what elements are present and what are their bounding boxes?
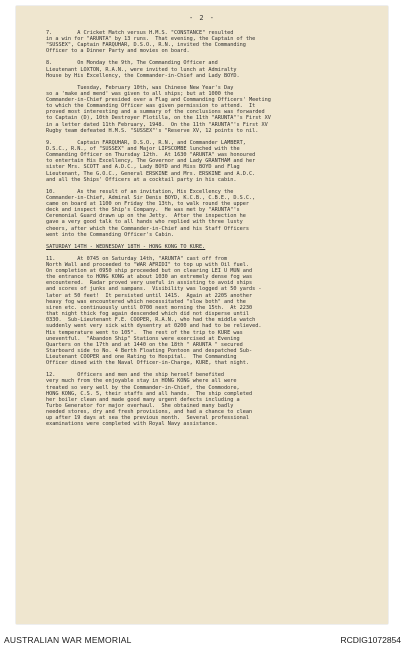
- text-line: in a win for "ARUNTA" by 13 runs. That evening, the Captain of the: [46, 36, 256, 43]
- text-line: so a 'make and mend' was given to all ships; but at 1000 the: [46, 90, 234, 97]
- paragraph: [46, 60, 372, 78]
- text-line: gave a very good talk to all hands who replied with three lusty: [46, 219, 243, 226]
- text-line: Rugby team defeated H.M.S. "SUSSEX"'s "Reserve XV, 12 points to nil.: [46, 127, 259, 134]
- text-line: examinations were completed with Royal Navy assistance.: [46, 421, 218, 428]
- text-line: 9. Captain FARQUHAR, D.S.O., R.N., and Commander LAMBERT,: [46, 139, 246, 146]
- text-line: Officer to a Dinner Party and movies on board.: [46, 48, 190, 55]
- text-line: and scores of junks and sampans. Visibility was logged at 50 yards -: [46, 286, 262, 293]
- text-line: Turbo Generator for major overhaul. She obtained many badly: [46, 403, 234, 410]
- text-line: North Wall and proceeded to "WAR AFRIDI" to top up with Oil fuel.: [46, 261, 250, 268]
- text-line: Tuesday, February 10th, was Chinese New Year's Day: [46, 84, 234, 91]
- text-line: up after 19 days at sea the previous month. Several professional: [46, 415, 250, 422]
- text-line: HONG KONG, C.S. 5, their staffs and all hands. The ship completed: [46, 390, 253, 397]
- text-line: needed stores, dry and fresh provisions, and had a chance to clean: [46, 409, 253, 416]
- text-line: House by His Excellency, the Commander-in-Chief and Lady BOYD.: [46, 72, 240, 79]
- text-line: Commander-in-Chief, Admiral Sir Denis BOYD, K.C.B., C.B.E., D.S.C.,: [46, 194, 256, 201]
- text-line: Lieutenant COOPER and one Rating to Hospital. The Commanding: [46, 354, 237, 361]
- text-line: later at 50 feet! It persisted until 1415. Again at 2205 another: [46, 292, 253, 299]
- text-line: suddenly went very sick with dysentry at 0200 and had to be relieved.: [46, 323, 262, 330]
- text-line: came on board at 1100 on Friday the 13th, to walk round the upper: [46, 200, 250, 207]
- paragraph: [46, 140, 372, 183]
- text-line: that night thick fog again descended which did not disperse until: [46, 311, 250, 318]
- page-number: - 2 -: [188, 14, 216, 22]
- text-line: her boiler clean and made good many urgent defects including a: [46, 396, 240, 403]
- text-line: Commander-in-Chief presided over a Flag and Commanding Officers' Meeting: [46, 97, 271, 103]
- text-line: 8. On Monday the 9th, The Commanding Officer and: [46, 60, 218, 67]
- text-line: 12. Officers and men and the ship herself benefited: [46, 372, 225, 379]
- text-line: to which the Commanding Officer was given permission to attend. It: [46, 103, 256, 110]
- text-line: and all the Ships' Officers at a cocktail party in his cabin.: [46, 176, 237, 183]
- text-line: 11. At 0745 on Saturday 14th, "ARUNTA" cast off from: [46, 255, 228, 262]
- text-line: Quarters on the 17th and at 1440 on the 18th " ARUNTA " secured: [46, 341, 243, 348]
- paragraph-group-before: [46, 30, 372, 238]
- document-body: [46, 30, 372, 433]
- paragraph: [46, 256, 372, 367]
- text-line: encountered. Radar proved very useful in assisting to avoid ships: [46, 280, 253, 287]
- document-page: [16, 6, 388, 624]
- text-line: sister Mrs. SCOTT and A.D.C., Lady BOYD and Miss BOYD and Flag: [46, 164, 240, 171]
- archive-reference: RCDIG1072854: [340, 635, 401, 645]
- text-line: went into the Commanding Officer's Cabin.: [46, 231, 175, 238]
- text-line: Ceremonial Guard drawn up on the Jetty. After the inspection he: [46, 213, 246, 220]
- section-heading: SATURDAY 14TH - WEDNESDAY 18TH - HONG KONG TO KURE.: [46, 243, 206, 250]
- text-line: treated so very well by the Commander-in-Chief, the Commodore,: [46, 384, 240, 391]
- text-line: very much from the enjoyable stay in HONG KONG where all were: [46, 378, 237, 385]
- paragraph: [46, 30, 372, 55]
- text-line: uneventful. "Abandon Ship" Stations were exercised at Evening: [46, 335, 240, 342]
- archive-name: AUSTRALIAN WAR MEMORIAL: [4, 635, 132, 645]
- text-line: On completion at 0950 ship proceeded but on clearing LEI U MUN and: [46, 267, 253, 274]
- text-line: to Captain (D), 10th Destroyer Flotilla, on the 11th "ARUNTA"'s First XV: [46, 115, 271, 122]
- text-line: D.S.C., R.N., of "SUSSEX" and Major LIPSCOMBE lunched with the: [46, 145, 240, 152]
- text-line: deck and inspect the Ship's Company. He was met by "ARUNTA"'s: [46, 207, 240, 214]
- text-line: Officer dined with the Naval Officer-in-Charge, KURE, that night.: [46, 360, 250, 367]
- paragraph: [46, 85, 372, 134]
- paragraph: [46, 372, 372, 427]
- text-line: 0330. Sub-Lieutenant F.E. COOPER, R.A.N., who had the middle watch: [46, 317, 256, 324]
- text-line: 10. As the result of an invitation, His Excellency the: [46, 188, 234, 195]
- paragraph: [46, 189, 372, 238]
- text-line: Commanding Officer on Thursday 12th. At 1630 "ARUNTA" was honoured: [46, 152, 256, 159]
- text-line: "SUSSEX", Captain FARQUHAR, D.S.O., R.N., invited the Commanding: [46, 42, 246, 49]
- text-line: Starboard side to No. 4 Berth Floating Pontoon and despatched Sub-: [46, 347, 253, 354]
- paragraph-group-after: [46, 256, 372, 428]
- text-line: Lieutenant LOXTON, R.A.N., were invited to lunch at Admiralty: [46, 66, 237, 73]
- text-line: proved most interesting and a summary of the conclusions was forwarded: [46, 109, 265, 116]
- text-line: to entertain His Excellency, The Governor and Lady GRANTHAM and her: [46, 158, 256, 165]
- text-line: siren etc. continuously until 0700 next morning the 15th. At 2230: [46, 304, 253, 311]
- text-line: cheers, after which the Commander-in-Chief and his Staff Officers: [46, 225, 250, 232]
- text-line: in a letter dated 11th February, 1948. On the 11th "ARUNTA"'s First XV: [46, 121, 268, 128]
- text-line: the entrance to HONG KONG at about 1030 an extremely dense fog was: [46, 274, 253, 281]
- text-line: His temperature went to 105°. The rest of the trip to KURE was: [46, 329, 243, 336]
- text-line: 7. A Cricket Match versus H.M.S. "CONSTANCE" resulted: [46, 30, 234, 36]
- text-line: Lieutenant, The G.O.C., General ERSKINE and Mrs. ERSKINE and A.D.C.: [46, 170, 256, 177]
- archive-footer: [0, 626, 405, 654]
- text-line: heavy fog was encountered which necessitated "slow both" and the: [46, 298, 246, 305]
